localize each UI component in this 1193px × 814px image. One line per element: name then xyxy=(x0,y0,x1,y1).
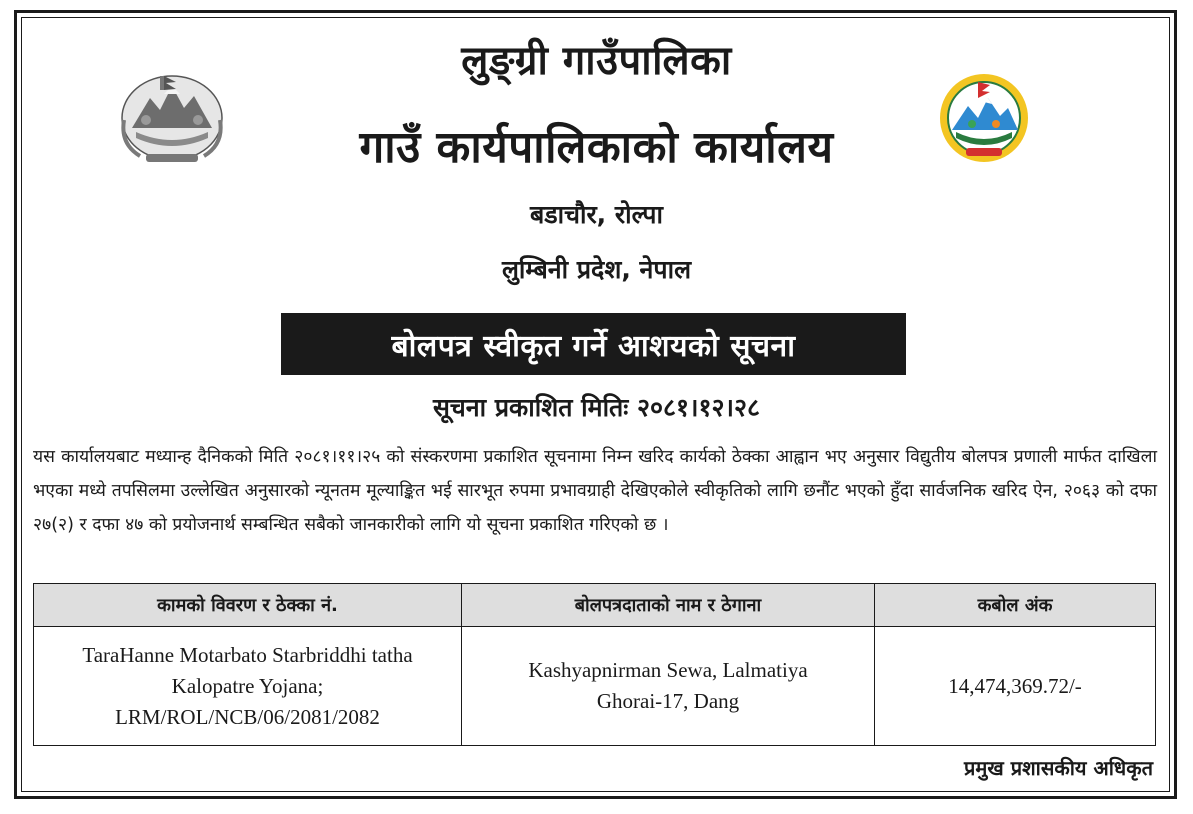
address-line-2: लुम्बिनी प्रदेश, नेपाल xyxy=(501,255,692,284)
office-name: गाउँ कार्यपालिकाको कार्यालय xyxy=(359,122,834,173)
published-date: सूचना प्रकाशित मितिः २०८१।१२।२८ xyxy=(432,393,760,422)
notice-title: बोलपत्र स्वीकृत गर्ने आशयको सूचना xyxy=(391,328,796,364)
header-bidder: बोलपत्रदाताको नाम र ठेगाना xyxy=(462,584,875,627)
notice-body: यस कार्यालयबाट मध्यान्ह दैनिकको मिति २०८१।११।२५ को संस्करणमा प्रकाशित सूचनामा निम्न खरिद कार्यको ठेक्का आह्वान भए अनुसार विद्युतीय बोलपत्र प्रणाली मार्फत दाखिला भएका मध्ये तपसिलमा उल्लेखित अनुसारको न्यूनतम मूल्याङ्कित भई सारभूत रुपमा प्रभावग्राही देखिएकोले स्वीकृतिको लागि छनौंट भएको हुँदा सार्वजनिक खरिद ऐन, २०६३ को दफा २७(२) र दफा ४७ को प्रयोजनार्थ सम्बन्धित सबैको जानकारीको लागि यो सूचना प्रकाशित गरिएको छ । xyxy=(33,447,1157,535)
header-amount: कबोल अंक xyxy=(875,584,1156,627)
award-table xyxy=(33,583,1156,746)
table-header-row xyxy=(34,584,1156,627)
description-line: Kalopatre Yojana; xyxy=(171,673,324,698)
cell-bidder xyxy=(462,627,875,746)
bidder-line: Ghorai-17, Dang xyxy=(596,689,740,713)
description-line: TaraHanne Motarbato Starbriddhi tatha xyxy=(82,642,413,667)
contract-number: LRM/ROL/NCB/06/2081/2082 xyxy=(115,704,380,729)
signatory-title: प्रमुख प्रशासकीय अधिकृत xyxy=(964,756,1153,780)
header-description: कामको विवरण र ठेक्का नं. xyxy=(34,584,462,627)
bid-amount: 14,474,369.72/- xyxy=(948,673,1082,698)
cell-description xyxy=(34,627,462,746)
cell-amount xyxy=(875,627,1156,746)
address-line-1: बडाचौर, रोल्पा xyxy=(529,200,663,229)
bidder-line: Kashyapnirman Sewa, Lalmatiya xyxy=(528,658,808,682)
municipality-name: लुङ्ग्री गाउँपालिका xyxy=(461,38,732,84)
table-row xyxy=(34,627,1156,746)
notice-title-banner xyxy=(281,313,906,375)
